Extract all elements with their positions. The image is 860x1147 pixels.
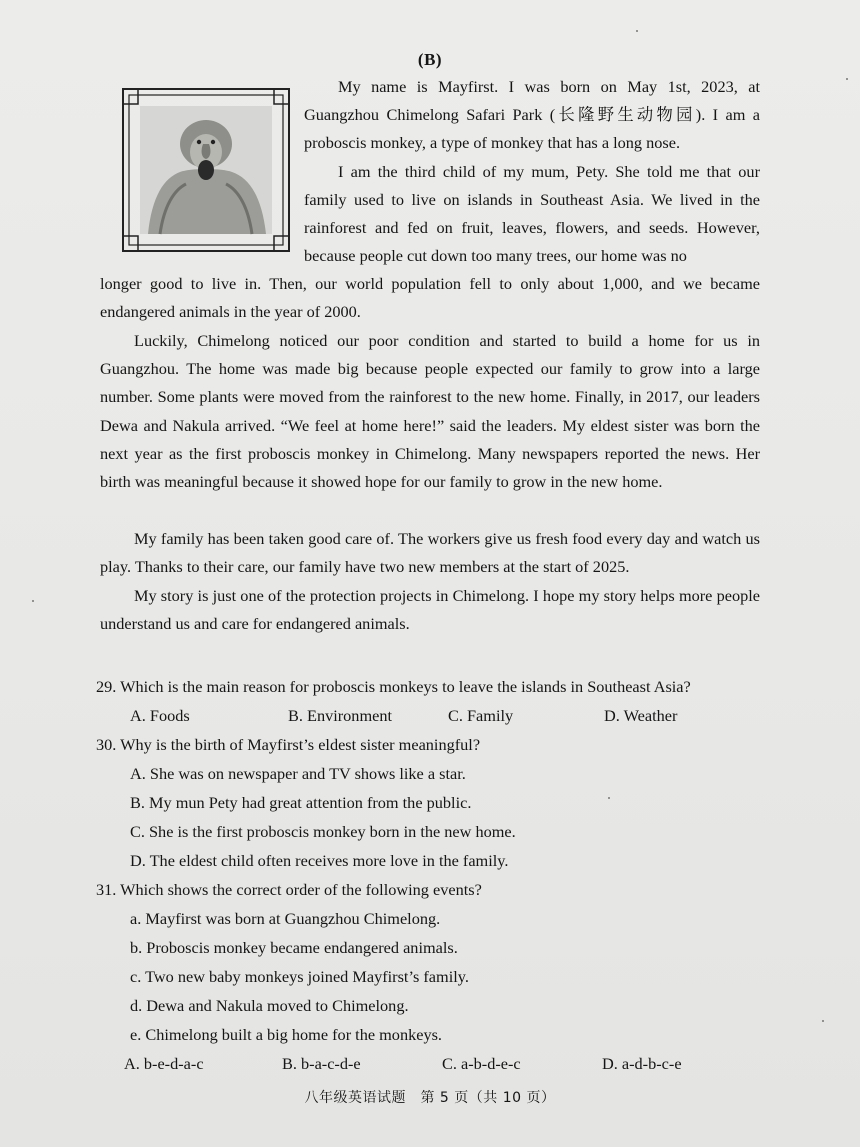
proboscis-monkey-photo bbox=[120, 86, 292, 254]
q30-option-d[interactable]: D. The eldest child often receives more love in the family. bbox=[130, 851, 509, 870]
section-label: (B) bbox=[417, 50, 443, 69]
passage-paragraph-5 bbox=[100, 582, 760, 638]
scan-speck bbox=[608, 797, 610, 799]
question-29-stem: 29. Which is the main reason for proboscis monkeys to leave the islands in Southeast Asia? bbox=[96, 677, 691, 696]
q31-option-d[interactable]: D. a-d-b-c-e bbox=[602, 1054, 682, 1073]
q30-option-b[interactable]: B. My mun Pety had great attention from the public. bbox=[130, 793, 472, 812]
passage-paragraph-1: My name is Mayfirst. I was born on May 1st, 2023, at Guangzhou Chimelong Safari Park (长隆野生动物园). I am a proboscis monkey, a type of monkey that has a long nose. bbox=[304, 77, 760, 153]
q31-option-b[interactable]: B. b-a-c-d-e bbox=[282, 1054, 361, 1073]
q31-event-b: b. Proboscis monkey became endangered animals. bbox=[130, 938, 458, 957]
q29-option-b[interactable]: B. Environment bbox=[288, 706, 393, 725]
passage-paragraph-3 bbox=[100, 327, 760, 496]
q30-option-a[interactable]: A. She was on newspaper and TV shows like a star. bbox=[130, 764, 466, 783]
question-31-stem: 31. Which shows the correct order of the following events? bbox=[96, 880, 482, 899]
passage-wrapped-top bbox=[304, 73, 760, 270]
scan-speck bbox=[32, 600, 34, 602]
q29-option-d[interactable]: D. Weather bbox=[604, 706, 678, 725]
passage-paragraph-4 bbox=[100, 525, 760, 581]
paragraph-5-text: My story is just one of the protection projects in Chimelong. I hope my story helps more people understand us and care for endangered animals. bbox=[100, 586, 760, 634]
paragraph-3-text: Luckily, Chimelong noticed our poor condition and started to build a home for us in Guangzhou. The home was made big because people expected our family to grow into a large number. Some plants were moved from the rainforest to the new home. Finally, in 2017, our leaders Dewa and Nakula arrived. “We feel at home here!” said the leaders. My eldest sister was born the next year as the first proboscis monkey in Chimelong. Many newspapers reported the news. Her birth was meaningful because it showed hope for our family to grow in the new home. bbox=[100, 331, 760, 492]
scan-speck bbox=[846, 78, 848, 80]
q29-option-a[interactable]: A. Foods bbox=[130, 706, 190, 725]
q31-option-c[interactable]: C. a-b-d-e-c bbox=[442, 1054, 521, 1073]
passage-paragraph-2-continued bbox=[100, 270, 760, 326]
question-31-options bbox=[124, 1049, 776, 1078]
scan-speck bbox=[636, 30, 638, 32]
question-30-stem: 30. Why is the birth of Mayfirst’s eldest sister meaningful? bbox=[96, 735, 481, 754]
passage-paragraph-2: I am the third child of my mum, Pety. She told me that our family used to live on islands in Southeast Asia. We lived in the rainforest and fed on fruit, leaves, flowers, and seeds. However, because people cut down too many trees, our home was no bbox=[304, 161, 760, 266]
q29-option-c[interactable]: C. Family bbox=[448, 706, 514, 725]
question-29-options bbox=[130, 701, 776, 730]
q31-event-a: a. Mayfirst was born at Guangzhou Chimelong. bbox=[130, 909, 441, 928]
q30-option-c[interactable]: C. She is the first proboscis monkey born in the new home. bbox=[130, 822, 516, 841]
page-footer: 八年级英语试题 第 5 页（共 10 页） bbox=[304, 1090, 556, 1106]
q31-event-e: e. Chimelong built a big home for the monkeys. bbox=[130, 1025, 443, 1044]
q31-event-d: d. Dewa and Nakula moved to Chimelong. bbox=[130, 996, 409, 1015]
q31-option-a[interactable]: A. b-e-d-a-c bbox=[124, 1054, 204, 1073]
paragraph-4-text: My family has been taken good care of. The workers give us fresh food every day and watch us play. Thanks to their care, our family have two new members at the start of 2025. bbox=[100, 529, 760, 577]
scan-speck bbox=[822, 1020, 824, 1022]
question-list bbox=[96, 672, 776, 1078]
paragraph-continuation: longer good to live in. Then, our world population fell to only about 1,000, and we became endangered animals in the year of 2000. bbox=[100, 274, 760, 322]
q31-event-c: c. Two new baby monkeys joined Mayfirst’s family. bbox=[130, 967, 469, 986]
